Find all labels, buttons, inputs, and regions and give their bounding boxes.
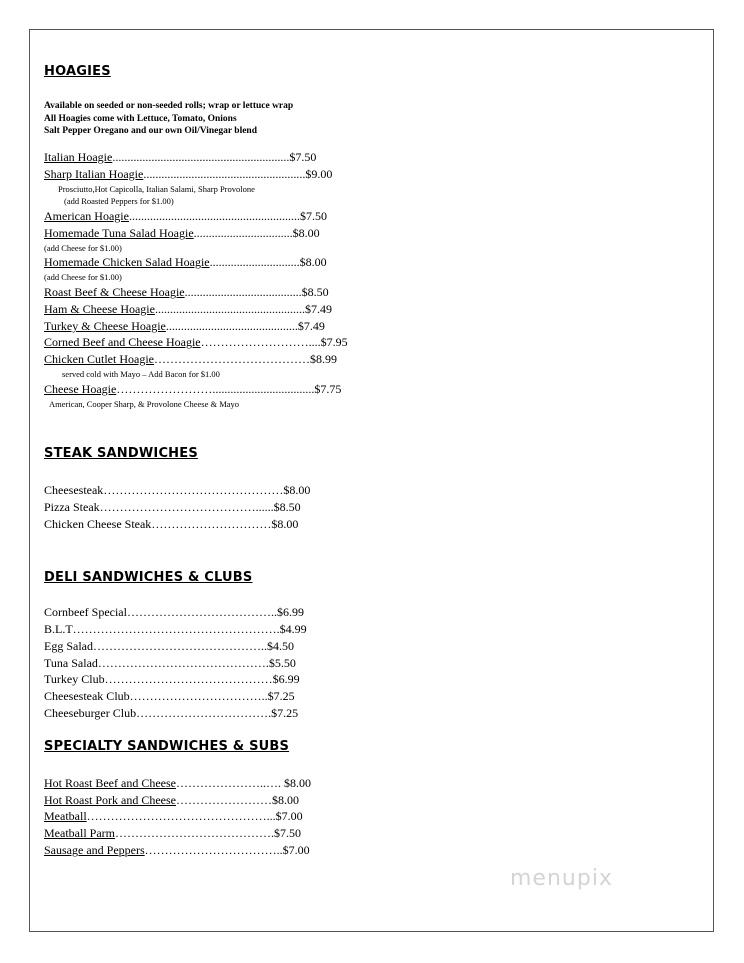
menu-item-hot-roast-beef: Hot Roast Beef and Cheese…………………..…. $8.00 [44,776,311,790]
hoagies-note: All Hoagies come with Lettuce, Tomato, Onions [44,113,237,124]
hoagies-note: Available on seeded or non-seeded rolls; wrap or lettuce wrap [44,101,294,111]
menu-item-chicken-salad-hoagie: Homemade Chicken Salad Hoagie..............................$8.00 [44,255,327,269]
menu-item-sharp-italian-hoagie: Sharp Italian Hoagie......................................................$9.00 [44,167,333,181]
menupix-watermark: menupix [510,866,613,891]
menu-item-american-hoagie: American Hoagie.........................................................$7.50 [44,209,327,223]
item-description: served cold with Mayo – Add Bacon for $1.00 [62,369,220,379]
menu-item-cheesesteak: Cheesesteak………………………………………$8.00 [44,483,311,497]
menu-item-chicken-cheese-steak: Chicken Cheese Steak…………………………$8.00 [44,517,299,531]
menu-item-roast-beef-hoagie: Roast Beef & Cheese Hoagie.......................................$8.50 [44,285,329,299]
menu-item-cheese-hoagie: Cheese Hoagie……………………..................................$7.75 [44,382,342,396]
menu-item-cornbeef-special: Cornbeef Special………………………………..$6.99 [44,605,304,619]
menu-item-cheesesteak-club: Cheesesteak Club……………………………..$7.25 [44,689,295,703]
menu-item-sausage-peppers: Sausage and Peppers……………………………..$7.00 [44,843,310,857]
hoagies-note: Salt Pepper Oregano and our own Oil/Vinegar blend [44,126,257,136]
menu-item-italian-hoagie: Italian Hoagie...........................................................$7.50 [44,150,317,164]
menu-item-ham-cheese-hoagie: Ham & Cheese Hoagie..................................................$7.49 [44,302,332,316]
menu-item-blt: B.L.T…………………………………………….$4.99 [44,622,307,636]
menu-item-egg-salad: Egg Salad……………………………………..$4.50 [44,639,294,653]
menu-item-pizza-steak: Pizza Steak…………………………………......$8.50 [44,500,301,514]
hoagies-notes [44,100,293,138]
menu-item-hot-roast-pork: Hot Roast Pork and Cheese……………………$8.00 [44,793,299,807]
menu-item-cheeseburger-club: Cheeseburger Club…………………………….$7.25 [44,706,299,720]
item-description: (add Cheese for $1.00) [44,243,122,253]
menu-item-turkey-cheese-hoagie: Turkey & Cheese Hoagie............................................$7.49 [44,319,325,333]
hoagies-heading: HOAGIES [44,64,111,79]
specialty-heading: SPECIALTY SANDWICHES & SUBS [44,739,290,754]
item-description: (add Roasted Peppers for $1.00) [64,196,174,206]
item-description: American, Cooper Sharp, & Provolone Cheese & Mayo [49,399,240,409]
menu-item-corned-beef-hoagie: Corned Beef and Cheese Hoagie………………………....$7.95 [44,335,348,349]
menu-item-chicken-cutlet-hoagie: Chicken Cutlet Hoagie…………………………………$8.99 [44,352,337,366]
deli-heading: DELI SANDWICHES & CLUBS [44,570,253,585]
item-description: Prosciutto,Hot Capicolla, Italian Salami, Sharp Provolone [58,184,255,194]
menu-item-meatball: Meatball………………………………………...$7.00 [44,809,303,823]
menu-item-turkey-club: Turkey Club……………………………………$6.99 [44,672,300,686]
item-description: (add Cheese for $1.00) [44,272,122,282]
menu-item-tuna-salad: Tuna Salad…………………………………….$5.50 [44,656,296,670]
menu-item-meatball-parm: Meatball Parm………………………………….$7.50 [44,826,301,840]
steak-heading: STEAK SANDWICHES [44,446,198,461]
menu-item-tuna-salad-hoagie: Homemade Tuna Salad Hoagie.................................$8.00 [44,226,320,240]
